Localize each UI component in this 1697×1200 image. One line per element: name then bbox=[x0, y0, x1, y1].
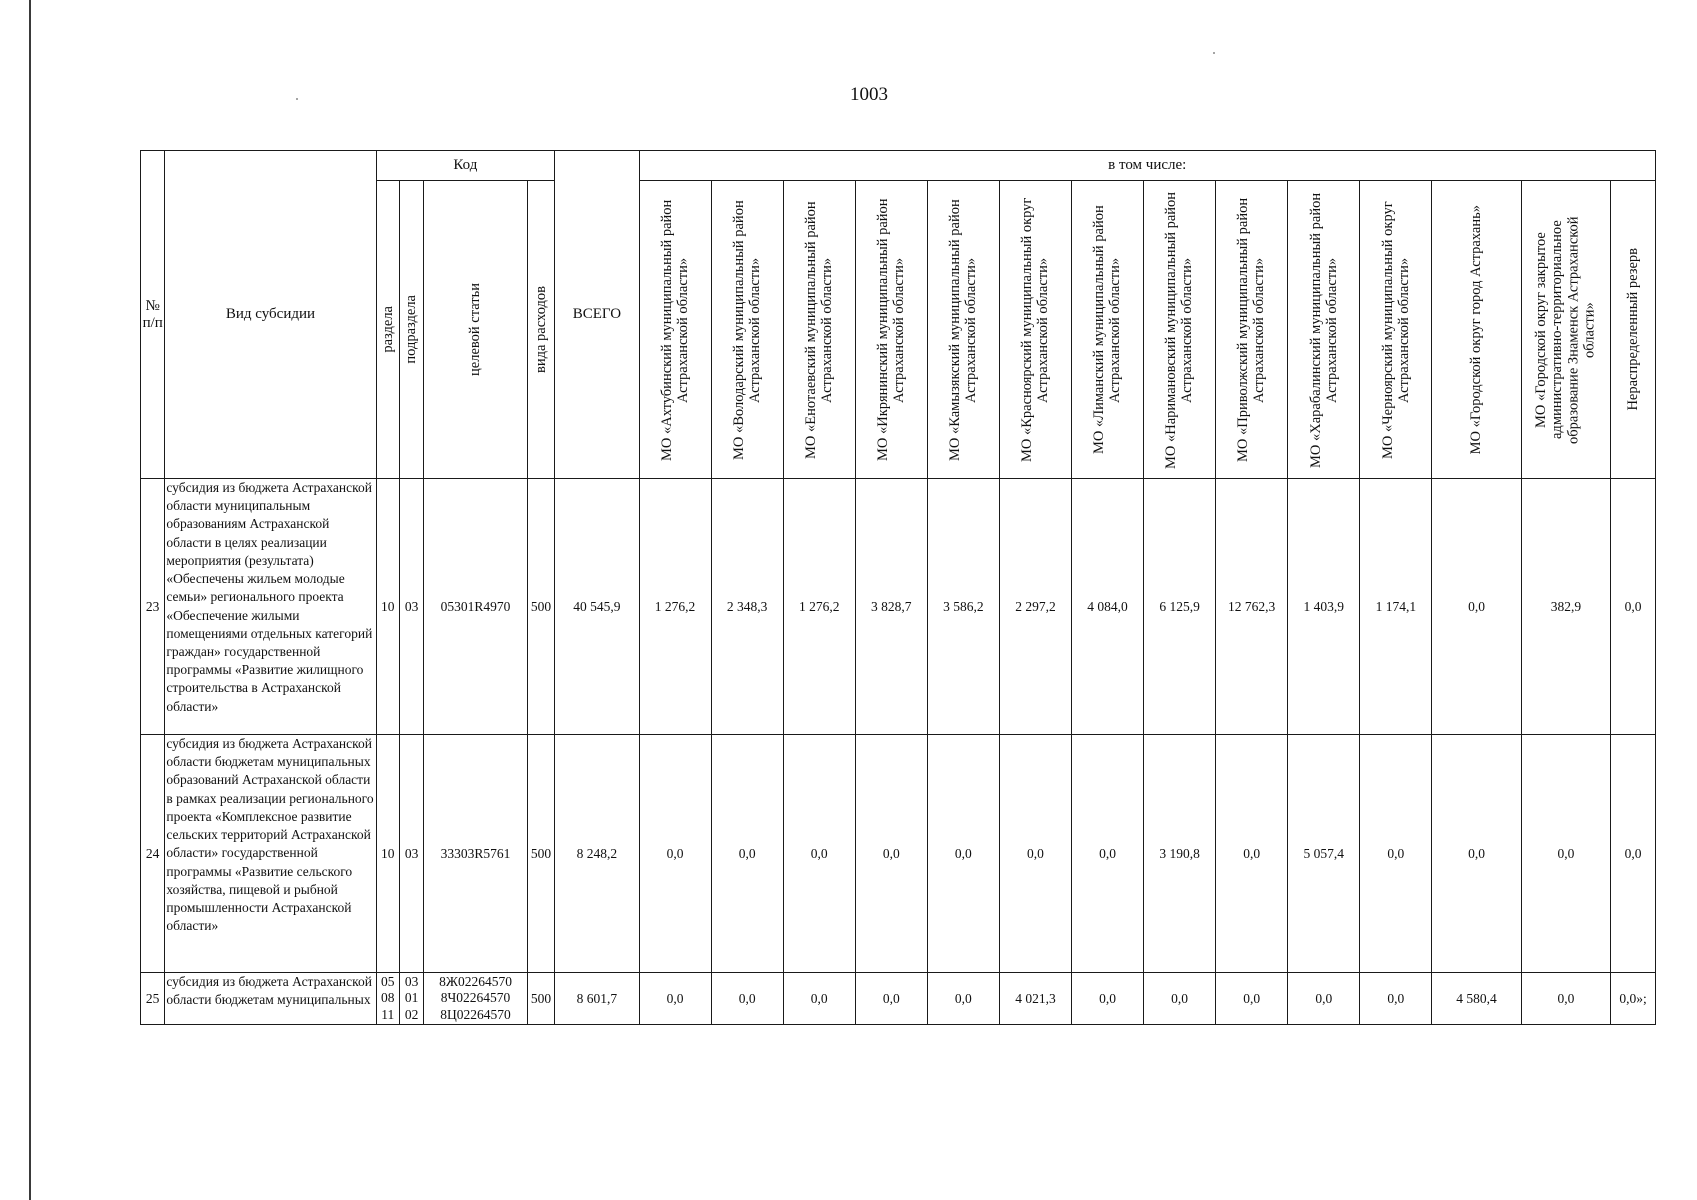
code-podrazdel: 03 bbox=[399, 735, 423, 973]
header-podrazdela: подраздела bbox=[399, 181, 423, 479]
header-vsego: ВСЕГО bbox=[555, 151, 639, 479]
municipality-value: 3 190,8 bbox=[1144, 735, 1216, 973]
municipality-value: 1 174,1 bbox=[1360, 479, 1432, 735]
municipality-value: 3 586,2 bbox=[927, 479, 999, 735]
header-municipality: МО «Лиманский муниципальный район Астраханской области» bbox=[1071, 181, 1143, 479]
municipality-value: 1 276,2 bbox=[639, 479, 711, 735]
scan-speck bbox=[1213, 52, 1215, 54]
subsidy-description: субсидия из бюджета Астраханской области бюджетам муниципальных bbox=[165, 973, 376, 1025]
municipality-value: 0,0 bbox=[1144, 973, 1216, 1025]
municipality-value: 0,0 bbox=[999, 735, 1071, 973]
header-num: № п/п bbox=[141, 151, 165, 479]
table-row bbox=[141, 479, 1656, 735]
municipality-value: 4 021,3 bbox=[999, 973, 1071, 1025]
header-municipality: МО «Красноярский муниципальный округ Астраханской области» bbox=[999, 181, 1071, 479]
municipality-value: 1 276,2 bbox=[783, 479, 855, 735]
municipality-value: 4 084,0 bbox=[1071, 479, 1143, 735]
code-podrazdel bbox=[399, 973, 423, 1025]
total-value: 8 601,7 bbox=[555, 973, 639, 1025]
municipality-value: 0,0 bbox=[711, 735, 783, 973]
header-municipality: МО «Приволжский муниципальный район Астраханской области» bbox=[1216, 181, 1288, 479]
municipality-value: 0,0 bbox=[1432, 735, 1521, 973]
header-vid-subsidii: Вид субсидии bbox=[165, 151, 376, 479]
municipality-value: 0,0 bbox=[1611, 479, 1656, 735]
municipality-value: 12 762,3 bbox=[1216, 479, 1288, 735]
municipality-value: 0,0 bbox=[855, 735, 927, 973]
code-tselevaya-statya-line: 8Ж02264570 bbox=[439, 973, 512, 989]
municipality-value: 0,0»; bbox=[1611, 973, 1656, 1025]
subsidy-table bbox=[140, 150, 1656, 1025]
header-vida-rashodov: вида расходов bbox=[527, 181, 554, 479]
code-podrazdel-line: 01 bbox=[404, 990, 419, 1006]
code-razdel bbox=[376, 973, 399, 1025]
header-v-tom-chisle: в том числе: bbox=[639, 151, 1655, 181]
municipality-value: 1 403,9 bbox=[1288, 479, 1360, 735]
code-tselevaya-statya: 05301R4970 bbox=[424, 479, 528, 735]
municipality-value: 0,0 bbox=[639, 735, 711, 973]
header-municipality: МО «Икрянинский муниципальный район Астраханской области» bbox=[855, 181, 927, 479]
code-tselevaya-statya bbox=[424, 973, 528, 1025]
header-municipality: МО «Городской округ закрытое административно-территориальное образование Знаменск Астраханской области» bbox=[1521, 181, 1610, 479]
header-municipality: МО «Камызякский муниципальный район Астраханской области» bbox=[927, 181, 999, 479]
scan-speck bbox=[296, 98, 298, 100]
municipality-value: 5 057,4 bbox=[1288, 735, 1360, 973]
header-row-top bbox=[141, 151, 1656, 181]
header-municipality: Нераспределенный резерв bbox=[1611, 181, 1656, 479]
municipality-value: 0,0 bbox=[1611, 735, 1656, 973]
subsidy-description: субсидия из бюджета Астраханской области муниципальным образованиям Астраханской области в целях реализации мероприятия (результата) «Обеспечены жильем молодые семьи» регионального проекта «Обеспечение жилыми помещениями отдельных категорий граждан» государственной программы «Развитие жилищного строительства в Астраханской области» bbox=[165, 479, 376, 735]
code-podrazdel-line: 03 bbox=[404, 973, 419, 989]
code-vid-rashodov: 500 bbox=[527, 735, 554, 973]
municipality-value: 0,0 bbox=[1360, 973, 1432, 1025]
header-razdela: раздела bbox=[376, 181, 399, 479]
municipality-value: 0,0 bbox=[1071, 735, 1143, 973]
municipality-value: 0,0 bbox=[855, 973, 927, 1025]
municipality-value: 0,0 bbox=[1216, 735, 1288, 973]
municipality-value: 2 348,3 bbox=[711, 479, 783, 735]
code-razdel: 10 bbox=[376, 735, 399, 973]
municipality-value: 0,0 bbox=[783, 973, 855, 1025]
code-razdel-line: 08 bbox=[380, 990, 395, 1006]
header-municipality: МО «Наримановский муниципальный район Астраханской области» bbox=[1144, 181, 1216, 479]
municipality-value: 0,0 bbox=[1360, 735, 1432, 973]
code-vid-rashodov: 500 bbox=[527, 479, 554, 735]
municipality-value: 0,0 bbox=[639, 973, 711, 1025]
total-value: 8 248,2 bbox=[555, 735, 639, 973]
row-number: 25 bbox=[141, 973, 165, 1025]
municipality-value: 0,0 bbox=[927, 973, 999, 1025]
municipality-value: 4 580,4 bbox=[1432, 973, 1521, 1025]
total-value: 40 545,9 bbox=[555, 479, 639, 735]
code-razdel-line: 11 bbox=[381, 1006, 395, 1022]
page-number: 1003 bbox=[850, 84, 888, 105]
header-municipality: МО «Черноярский муниципальный округ Астраханской области» bbox=[1360, 181, 1432, 479]
municipality-value: 0,0 bbox=[1521, 735, 1610, 973]
code-razdel: 10 bbox=[376, 479, 399, 735]
header-kod: Код bbox=[376, 151, 555, 181]
code-razdel-line: 05 bbox=[380, 973, 395, 989]
municipality-value: 0,0 bbox=[1288, 973, 1360, 1025]
header-tselevoy-stati: целевой статьи bbox=[424, 181, 528, 479]
header-municipality: МО «Володарский муниципальный район Астраханской области» bbox=[711, 181, 783, 479]
table-row bbox=[141, 973, 1656, 1025]
code-tselevaya-statya: 33303R5761 bbox=[424, 735, 528, 973]
subsidy-description: субсидия из бюджета Астраханской области бюджетам муниципальных образований Астраханской области в рамках реализации регионального проекта «Комплексное развитие сельских территорий Астраханской области» государственной программы «Развитие сельского хозяйства, пищевой и рыбной промышленности Астраханской области» bbox=[165, 735, 376, 973]
row-number: 23 bbox=[141, 479, 165, 735]
municipality-value: 0,0 bbox=[1432, 479, 1521, 735]
code-tselevaya-statya-line: 8Ч02264570 bbox=[440, 990, 511, 1006]
code-tselevaya-statya-line: 8Ц02264570 bbox=[440, 1006, 511, 1022]
municipality-value: 0,0 bbox=[711, 973, 783, 1025]
municipality-value: 0,0 bbox=[1071, 973, 1143, 1025]
municipality-value: 382,9 bbox=[1521, 479, 1610, 735]
code-vid-rashodov: 500 bbox=[527, 973, 554, 1025]
row-number: 24 bbox=[141, 735, 165, 973]
municipality-value: 0,0 bbox=[927, 735, 999, 973]
header-municipality: МО «Харабалинский муниципальный район Астраханской области» bbox=[1288, 181, 1360, 479]
left-margin-line bbox=[29, 0, 31, 1200]
municipality-value: 2 297,2 bbox=[999, 479, 1071, 735]
municipality-value: 0,0 bbox=[1216, 973, 1288, 1025]
code-podrazdel-line: 02 bbox=[404, 1006, 419, 1022]
table-row bbox=[141, 735, 1656, 973]
municipality-value: 3 828,7 bbox=[855, 479, 927, 735]
header-municipality: МО «Енотаевский муниципальный район Астраханской области» bbox=[783, 181, 855, 479]
municipality-value: 6 125,9 bbox=[1144, 479, 1216, 735]
municipality-value: 0,0 bbox=[1521, 973, 1610, 1025]
header-municipality: МО «Городской округ город Астрахань» bbox=[1432, 181, 1521, 479]
code-podrazdel: 03 bbox=[399, 479, 423, 735]
municipality-value: 0,0 bbox=[783, 735, 855, 973]
header-municipality: МО «Ахтубинский муниципальный район Астраханской области» bbox=[639, 181, 711, 479]
